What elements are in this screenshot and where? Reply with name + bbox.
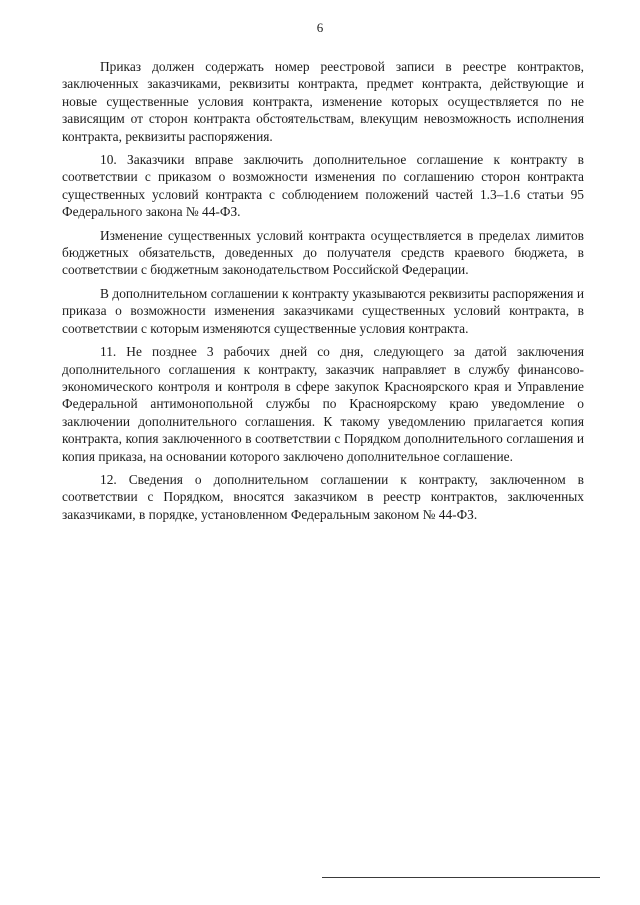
page-number: 6 <box>316 20 324 35</box>
paragraph-10: 10. Заказчики вправе заключить дополнительное соглашение к контракту в соответствии с приказом о возможности изменения по соглашению сторон контракта существенных условий контракта с соблюдением положений частей 1.3–1.6 статьи 95 Федерального закона № 44-ФЗ. <box>62 152 584 220</box>
paragraph-12: 12. Сведения о дополнительном соглашении к контракту, заключенном в соответствии с Порядком, вносятся заказчиком в реестр контрактов, заключенных заказчиками, в порядке, установленном Федеральным законом № 44-ФЗ. <box>62 471 584 522</box>
footer-rule <box>322 877 600 878</box>
document-body <box>62 58 584 529</box>
paragraph-agreement-details: В дополнительном соглашении к контракту указываются реквизиты распоряжения и приказа о возможности изменения заказчиками существенных условий контракта, в соответствии с которым изменяются существенные условия контракта. <box>62 285 584 336</box>
paragraph-order-contents: Приказ должен содержать номер реестровой записи в реестре контрактов, заключенных заказчиками, реквизиты контракта, предмет контракта, действующие и новые существенные условия контракта, изменение которых осуществляется по не зависящим от сторон контракта обстоятельствам, влекущим невозможность исполнения контракта, реквизиты распоряжения. <box>62 59 584 144</box>
paragraph-budget-limits: Изменение существенных условий контракта осуществляется в пределах лимитов бюджетных обязательств, доведенных до получателя средств краевого бюджета, в соответствии с бюджетным законодательством Российской Федерации. <box>62 227 584 278</box>
paragraph-11: 11. Не позднее 3 рабочих дней со дня, следующего за датой заключения дополнительного соглашения к контракту, заказчик направляет в службу финансово-экономического контроля и контроля в сфере закупок Красноярского края и Управление Федеральной антимонопольной службы по Красноярскому краю уведомление о заключении дополнительного соглашения. К такому уведомлению прилагается копия контракта, копия заключенного в соответствии с Порядком дополнительного соглашения и копия приказа, на основании которого заключено дополнительное соглашение. <box>62 344 584 464</box>
